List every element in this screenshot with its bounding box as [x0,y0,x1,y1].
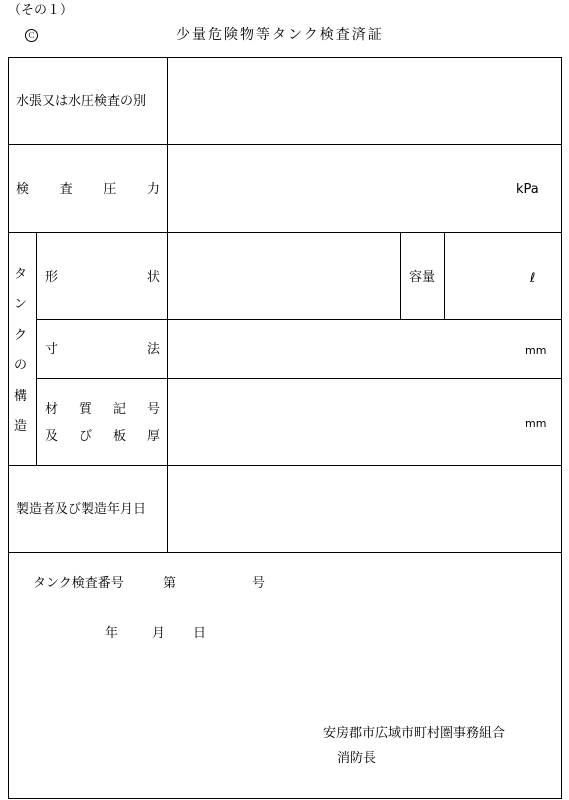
shape-label: 形 状 [45,270,160,285]
capacity-label: 容量 [409,270,436,285]
issuer-title: 消防長 [337,751,377,766]
maker-label: 製造者及び製造年月日 [16,502,147,517]
tank-structure-label: タ ン ク の 構 造 [14,267,28,434]
dimension-label: 寸 法 [45,342,160,357]
date-year: 年 [105,626,119,641]
dimension-unit: mm [525,344,547,357]
pressure-label: 検 査 圧 力 [16,182,160,197]
pressure-unit: kPa [516,182,539,197]
form-number: （その１） [8,3,74,18]
seal-mark-icon: Ｃ [25,29,38,42]
issuer-organization: 安房郡市広域市町村圏事務組合 [323,726,506,741]
material-label-line1: 材 質 記 号 [45,402,160,417]
inspection-number-label: タンク検査番号 [33,576,124,591]
material-label-line2: 及 び 板 厚 [45,429,160,444]
document-title: 少量危険物等タンク検査済証 [176,27,384,43]
inspection-number-dai: 第 [163,576,177,591]
test-type-label: 水張又は水圧検査の別 [16,94,147,109]
date-day: 日 [193,626,207,641]
inspection-number-gou: 号 [252,576,266,591]
material-unit: mm [525,417,547,430]
capacity-unit: ℓ [530,271,536,286]
date-month: 月 [152,626,166,641]
